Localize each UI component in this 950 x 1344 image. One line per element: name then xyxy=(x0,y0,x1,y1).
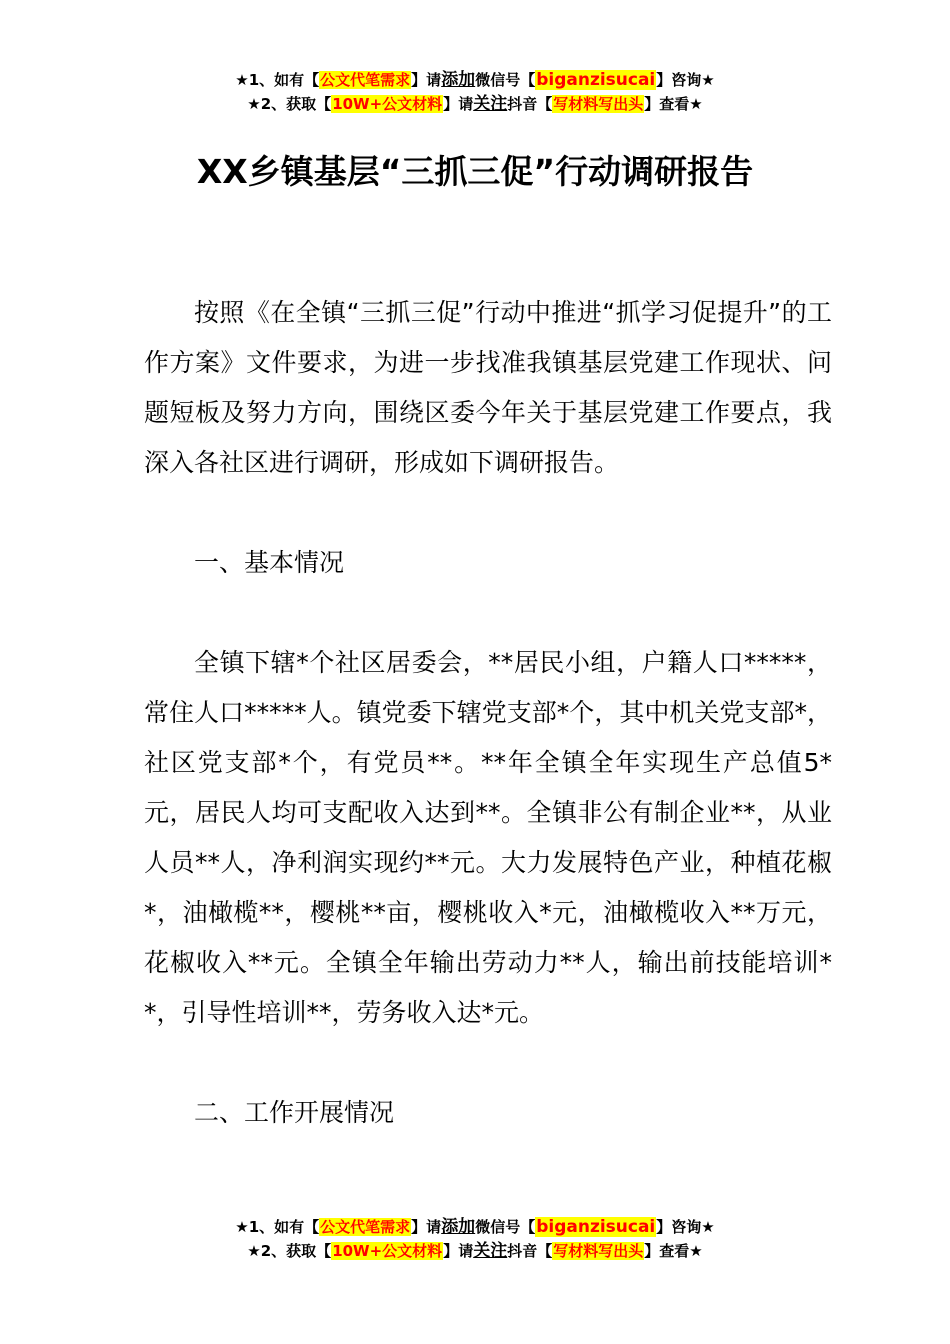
paragraph-gap xyxy=(144,1038,832,1088)
promo-text: 】咨询★ xyxy=(656,71,715,89)
promo-text: 抖音【 xyxy=(507,1242,553,1260)
paragraph-gap xyxy=(144,488,832,538)
promo-highlight: 公文代笔需求 xyxy=(320,71,411,89)
promo-highlight: biganzisucai xyxy=(536,1217,656,1237)
promo-text: 】咨询★ xyxy=(656,1218,715,1236)
section-heading-1: 一、基本情况 xyxy=(194,548,345,577)
promo-text: 】查看★ xyxy=(644,1242,703,1260)
promo-highlight: biganzisucai xyxy=(536,70,656,90)
section-heading-2: 二、工作开展情况 xyxy=(194,1098,395,1127)
promo-text: ★1、如有【 xyxy=(235,71,320,89)
promo-banner-top xyxy=(0,68,950,116)
promo-underline: 关注 xyxy=(473,94,508,114)
promo-text: ★2、获取【 xyxy=(247,1242,332,1260)
promo-highlight: 写材料写出头 xyxy=(553,95,644,113)
promo-line-1 xyxy=(0,68,950,92)
promo-line-1 xyxy=(0,1215,950,1239)
promo-text: 】请 xyxy=(411,71,442,89)
promo-text: 微信号【 xyxy=(475,1218,536,1236)
promo-text: ★2、获取【 xyxy=(247,95,332,113)
intro-paragraph: 按照《在全镇“三抓三促”行动中推进“抓学习促提升”的工作方案》文件要求，为进一步找准我镇基层党建工作现状、问题短板及努力方向，围绕区委今年关于基层党建工作要点，我深入各社区进行调研，形成如下调研报告。 xyxy=(144,298,832,477)
section-1-paragraph: 全镇下辖*个社区居委会，**居民小组，户籍人口*****，常住人口*****人。镇党委下辖党支部*个，其中机关党支部*，社区党支部*个，有党员**。**年全镇全年实现生产总值5*元，居民人均可支配收入达到**。全镇非公有制企业**，从业人员**人，净利润实现约**元。大力发展特色产业，种植花椒*，油橄榄**，樱桃**亩，樱桃收入*元，油橄榄收入**万元，花椒收入**元。全镇全年输出劳动力**人，输出前技能培训**，引导性培训**，劳务收入达*元。 xyxy=(144,648,832,1027)
promo-text: 抖音【 xyxy=(507,95,553,113)
promo-text: 】请 xyxy=(443,95,474,113)
promo-highlight: 公文代笔需求 xyxy=(320,1218,411,1236)
promo-banner-bottom xyxy=(0,1215,950,1263)
promo-text: 微信号【 xyxy=(475,71,536,89)
promo-text: 】请 xyxy=(443,1242,474,1260)
promo-line-2 xyxy=(0,1239,950,1263)
document-body xyxy=(144,288,832,1138)
promo-text: 】查看★ xyxy=(644,95,703,113)
promo-highlight: 10W+公文材料 xyxy=(332,1242,443,1260)
document-title: XX乡镇基层“三抓三促”行动调研报告 xyxy=(196,152,754,191)
promo-underline: 关注 xyxy=(473,1241,508,1261)
promo-line-2 xyxy=(0,92,950,116)
promo-text: 】请 xyxy=(411,1218,442,1236)
paragraph-gap xyxy=(144,588,832,638)
promo-text: ★1、如有【 xyxy=(235,1218,320,1236)
promo-underline: 添加 xyxy=(441,1217,476,1237)
promo-highlight: 写材料写出头 xyxy=(553,1242,644,1260)
promo-underline: 添加 xyxy=(441,70,476,90)
promo-highlight: 10W+公文材料 xyxy=(332,95,443,113)
